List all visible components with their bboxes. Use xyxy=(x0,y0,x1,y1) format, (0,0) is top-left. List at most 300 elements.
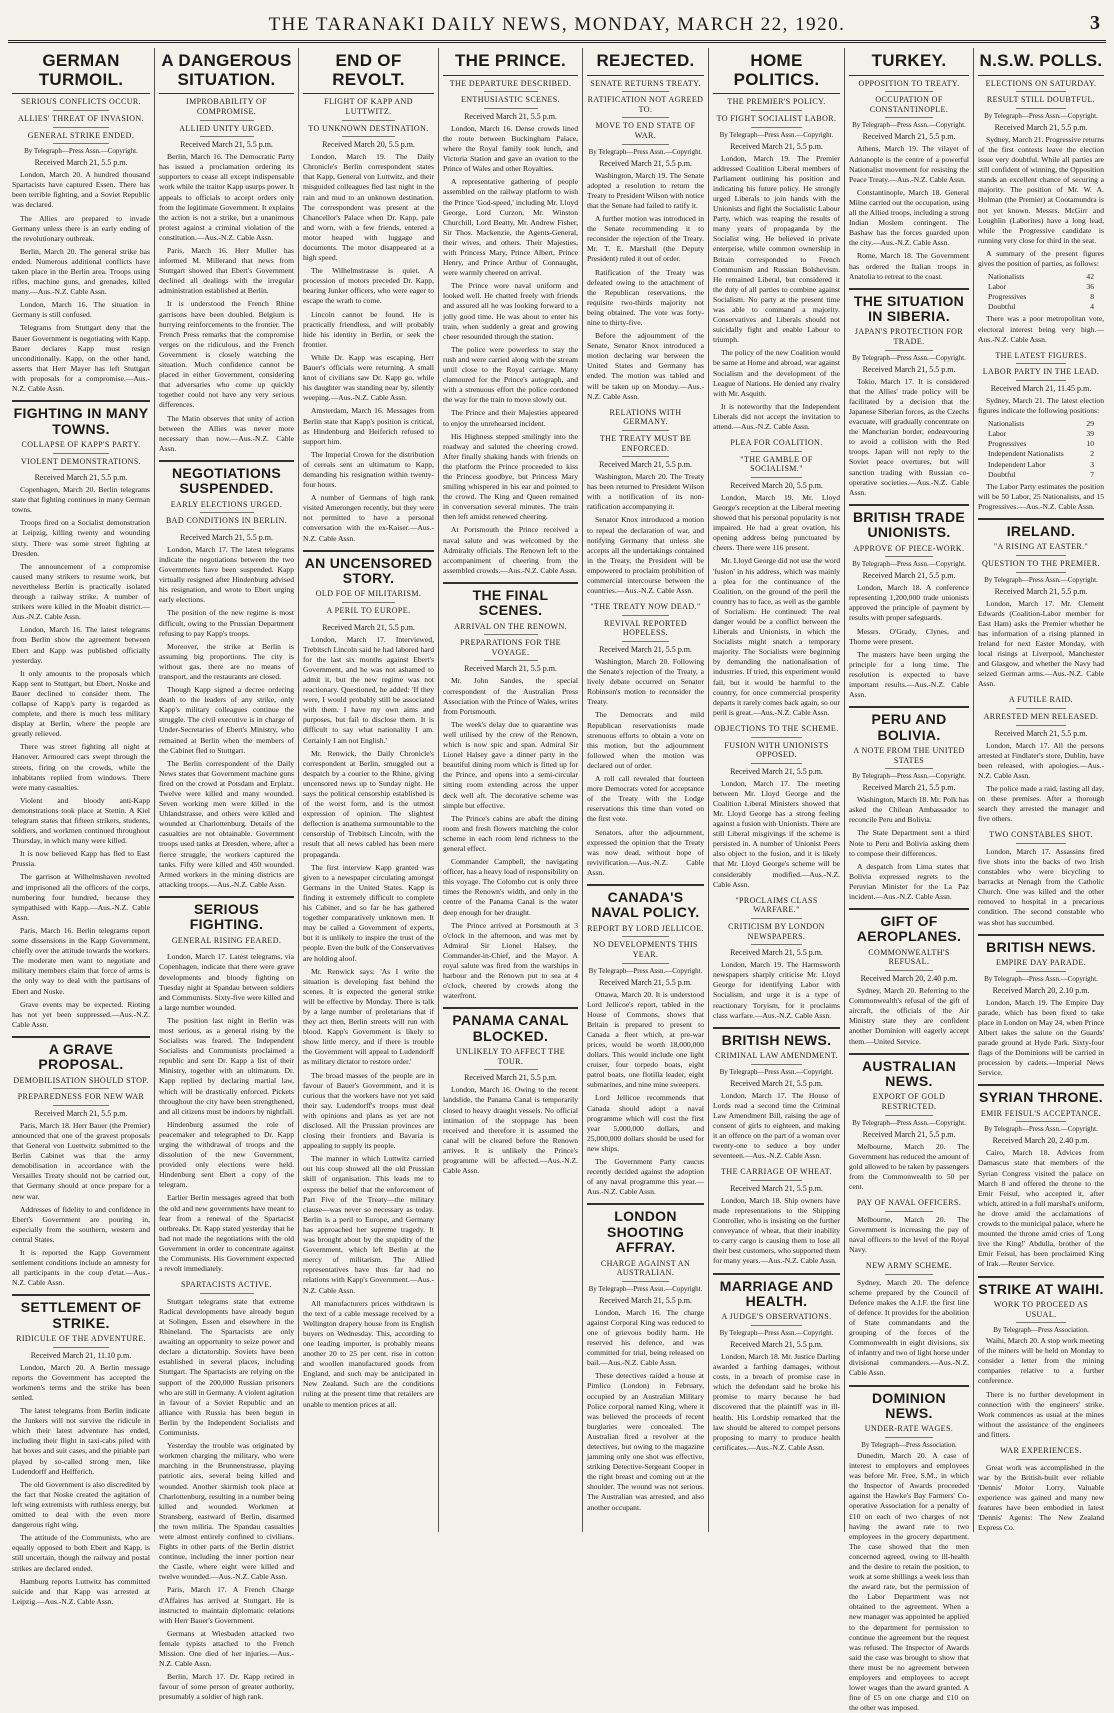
subheading-rule xyxy=(622,641,669,642)
subheading-rule xyxy=(1016,708,1066,709)
paragraph: Constantinople, March 18. General Milne carried out the occupation, using all the Allied troops, including a strong Indian Moslem contingent. The Bashaw has the forces guarded upon the city.—Aus.-N.Z. Cable Assn. xyxy=(849,187,969,248)
paragraph: Dunedin, March 20. A case of interest to employers and employees was before Mr. Free, S.M., in which the Inspector of Awards proceeded against the Hawke's Bay Farmers' Co-operative Association for a penalty of £10 on each of two charges of not having the award rate to two employees in the grocery department. The case showed that the men concerned agreed, owing to ill-health and the desire to retain the position, to work at some shillings a week less than the award rate, but the permission of the Labor Department was not obtained to the agreement. When a new manager was appointed he applied to the department for permission to continue the agreement but the request was refused. The Inspector of Awards said the case was brought to show that there must be no agreement between employers and employees to accept lower wages than the award granted. A fine of £5 on one charge and £10 on the other was imposed. xyxy=(849,1450,970,1713)
subheading-rule xyxy=(751,110,802,111)
results-table-row xyxy=(978,272,1104,282)
dateline: Received March 21, 5.5 p.m. xyxy=(862,132,956,142)
party-name: Nationalists xyxy=(988,419,1025,429)
subheading-rule xyxy=(885,1211,933,1212)
paragraph: London, March 17. Latest telegrams, via Copenhagen, indicate that there were grave developments and bloody fighting on Tuesday night at Spandau between soldiers and Communists. Sixty-five were killed and a large number wounded. xyxy=(159,952,294,1012)
article-separator xyxy=(849,288,969,290)
paragraph: The police made a raid, lasting all day, on these premises. After a thorough search they arrested the manager and five others. xyxy=(978,783,1104,824)
paragraph: The Prince and their Majesties appeared to enjoy the unrehearsed incident. xyxy=(443,408,578,428)
paragraph: London, March 19. Mr. Lloyd George's reception at the Liberal meeting showed that his personal popularity is not impaired. He had a great ovation, his opening address being punctuated by cheers. There were 116 present. xyxy=(713,492,840,553)
paragraph: Lord Jellicoe recommends that Canada should adopt a naval programme which will cost the first year 5,000,000 dollars, and 25,000,000 dollars should be used for new ships. xyxy=(587,1093,704,1153)
party-name: Labor xyxy=(988,429,1007,439)
subheading: NEW ARMY SCHEME. xyxy=(865,1261,953,1271)
subheading: ARRIVAL ON THE RENOWN. xyxy=(453,621,568,631)
dateline: Received March 21, 5.5 p.m. xyxy=(730,1183,823,1193)
subheading: TO UNKNOWN DESTINATION. xyxy=(308,123,429,133)
subheading-rule xyxy=(885,1115,933,1116)
article-separator xyxy=(587,884,704,886)
masthead-rule xyxy=(8,40,1106,43)
subheading: MOVE TO END STATE OF WAR. xyxy=(595,121,696,141)
subheading-rule xyxy=(622,91,669,92)
paragraph: It is reported the Kapp Government settlement conditions include an amnesty for all participants in the coup d'etat.—Aus.-N.Z. Cable Assn. xyxy=(12,1247,150,1288)
dateline: Received March 21, 5.5 p.m. xyxy=(862,364,956,374)
paragraph: All manufacturers prices withdrawn is the text of a cable message received by a Wellington drapery house from its English buyers on Wednesday. This, according to one leading importer, is probably means another 20 to 25 per cent. rise in cotton and woollen manufactured goods from England, and such may be anticipated in New Zealand. Such are the conditions ruling at the present time that retailers are unable to mention prices at all. xyxy=(303,1298,434,1409)
article xyxy=(713,896,840,1021)
article xyxy=(443,1007,578,1176)
paragraph: Though Kapp signed a decree ordering death to the leaders of any strike, only Kapp's military colleagues continue the struggle. The civil executive is in charge of Under-Secretaries of Ebert's Ministry, who remained at Berlin when the members of the Cabinet fled to Stuttgart. xyxy=(159,685,294,755)
subheading-rule xyxy=(885,1274,933,1275)
seat-count: 4 xyxy=(1090,302,1094,312)
headline: BRITISH TRADE UNIONISTS. xyxy=(852,508,965,541)
subheading-rule xyxy=(751,737,802,738)
subheading-rule xyxy=(200,512,254,513)
paragraph: A number of Germans of high rank visited Amerongen recently, but they were not permitted to have a personal conversation with the ex-Kaiser.—Aus.-N.Z. Cable Assn. xyxy=(303,493,434,543)
byline: By Telegraph—Press Assn.—Copyright. xyxy=(984,111,1098,120)
subheading-rule xyxy=(200,120,254,121)
subheading: RELATIONS WITH GERMANY. xyxy=(609,407,682,427)
dateline: Received March 20, 5.5 p.m. xyxy=(730,480,823,490)
seat-count: 8 xyxy=(1090,292,1094,302)
subheading: WAR EXPERIENCES. xyxy=(1000,1446,1082,1456)
byline: By Telegraph—Press Assn.—Copyright. xyxy=(984,1125,1098,1134)
article xyxy=(159,896,294,1274)
byline: By Telegraph—Press Assn.—Copyright. xyxy=(984,575,1098,584)
subheading: BAD CONDITIONS IN BERLIN. xyxy=(165,516,288,526)
column-5 xyxy=(583,48,709,1532)
subheading-rule xyxy=(1016,363,1066,364)
subheading: QUESTION TO THE PREMIER. xyxy=(981,558,1101,568)
dateline: Received March 21, 5.5 p.m. xyxy=(994,122,1088,132)
subheading-rule xyxy=(751,1325,802,1326)
paragraph: A despatch from Lima states that Bolivia expressed regrets to the Peruvian Minister for the La Paz incident.—Aus.-N.Z. Cable Assn. xyxy=(849,861,969,901)
article xyxy=(849,1198,969,1255)
subheading: TO FIGHT SOCIALIST LABOR. xyxy=(716,113,837,123)
paragraph: The Prince wore naval uniform and looked well. He chatted freely with friends and assured all he was looking forward to a jolly good time. He was about to enter his train, when suddenly a great and growing cheer resounded through the station. xyxy=(443,281,578,341)
paragraph: London, March 17. The meeting between Mr. Lloyd George and the Coalition Liberal Ministers showed that Mr. Lloyd George has a strong feeling against a fusion with Unionists. There are still Liberal misgivings if the scheme is persisted in. A number of Unionist Peers also object to the fusion, and it is likely that Mr. Lloyd George's scheme will be considerably modified.—Aus.-N.Z. Cable Assn. xyxy=(713,778,840,889)
paragraph: Hamburg reports Luttwitz has committed suicide and that Kapp was arrested at Leipzig.—Aus.-N.Z. Cable Assn. xyxy=(12,1576,150,1606)
article xyxy=(849,504,969,700)
subheading: RATIFICATION NOT AGREED TO. xyxy=(587,95,704,114)
subheading: "THE GAMBLE OF SOCIALISM." xyxy=(740,454,813,474)
headline: SERIOUS FIGHTING. xyxy=(189,900,264,933)
paragraph: Great work was accomplished in the war by the British-built ever reliable 'Dennis' Motor Lorry. Valuable experience was gained and many new features have been embodied in latest 'Dennis' Agents: The New Zealand Express Co. xyxy=(978,1462,1104,1533)
seat-count: 42 xyxy=(1086,272,1094,282)
dateline: Received March 21, 11.10 p.m. xyxy=(30,1350,132,1360)
paragraph: Berlin, March 20. The general strike has ended. Numerous additional conflicts have taken place in the Berlin area. Troops using rifles, machine guns, and grenades, killed many.—Aus.-N.Z. Cable Assn. xyxy=(12,246,150,297)
subheading-rule xyxy=(342,136,394,137)
paragraph: The first interview Kapp granted was given to a newspaper circulating amongst Germans in the United States. Kapp is finding it extremely difficult to complete his Cabinet, and so far he has gathered together comparatively unknown men. It may be called a Government of experts, but it is unlikely to inspire the trust of the people. Even the bulk of the Conservatives are holding aloof. xyxy=(303,862,434,963)
subheading-rule xyxy=(1016,843,1066,844)
paragraph: London, March 18. Mr. Justice Darling awarded a farthing damages, without costs, in a breach of promise case in which the defendant said he broke his promise to marry because he had discovered that the plaintiff was in ill-health. His Lordship remarked that the law should be altered to compel persons proposing to marry to produce health certificates.—Aus.-N.Z. Cable Assn. xyxy=(713,1351,840,1452)
subheading-rule xyxy=(484,108,538,109)
subheading: EMIR FEISUL'S ACCEPTANCE. xyxy=(980,1108,1102,1118)
subheading-rule xyxy=(885,970,933,971)
paragraph: Mr. Renwick, the Daily Chronicle's correspondent at Berlin, smuggled out a despatch by a courier to the Rhine, giving uncensored news up to Sunday night. He says the political censorship established is of the worst form, and is the utmost expression of opinion. The slightest deflection is anathema surmountable to the censorship of Trebitsch Lincoln, with the result that all news cabled has been mere propaganda. xyxy=(303,748,434,859)
paragraph: There is no further development in connection with the engineers' strike. Work commences as usual at the mines without the assistance of the engineers and fitters. xyxy=(978,1389,1104,1439)
article xyxy=(849,1385,969,1713)
paragraph: The position of the new regime is most difficult, owing to the Prussian Department refusing to pay Kapp's troops. xyxy=(159,608,294,638)
paragraph: While Dr. Kapp was escaping, Herr Bauer's officials were returning. A small knot of civilians saw Dr. Kapp go, while his daughter was standing near by, silently weeping.—Aus.-N.Z. Cable Assn. xyxy=(303,352,434,403)
article xyxy=(978,934,1104,1079)
paragraph: London, March 18. A conference representing 1,200,000 trade unionists approved the principle of payment by results with proper safeguards. xyxy=(849,583,969,623)
paragraph: The policy of the new Coalition would be same at Home and abroad, war against Socialism and the development of the League of Nations. He denied any rivalry with Mr. Asquith. xyxy=(713,348,840,398)
subheading-rule xyxy=(1016,91,1066,92)
headline: SYRIAN THRONE. xyxy=(979,1089,1103,1106)
subheading: COMMONWEALTH'S REFUSAL. xyxy=(868,947,950,967)
subheading-rule xyxy=(751,477,802,478)
newspaper-title: THE TARANAKI DAILY NEWS, MONDAY, MARCH 22, 1920. xyxy=(268,14,846,35)
results-table-row xyxy=(978,460,1104,470)
headline: AN UNCENSORED STORY. xyxy=(304,554,433,587)
results-table-row xyxy=(978,449,1104,459)
article xyxy=(159,52,294,454)
results-table-row xyxy=(978,439,1104,449)
article xyxy=(713,724,840,890)
headline: END OF REVOLT. xyxy=(303,52,434,94)
paragraph: There was a poor metropolitan vote, electoral interest being very high.—Aus.-N.Z. Cable Assn. xyxy=(978,314,1104,344)
subheading-rule xyxy=(1016,1459,1066,1460)
subheading: A PERIL TO EUROPE. xyxy=(326,606,411,615)
newspaper-columns xyxy=(8,48,1108,1713)
dateline: Received March 20, 2.40 p.m. xyxy=(992,1136,1090,1146)
headline: A GRAVE PROPOSAL. xyxy=(38,1040,124,1073)
article-separator xyxy=(303,550,434,552)
article xyxy=(849,288,969,498)
subheading: ARRESTED MEN RELEASED. xyxy=(983,711,1099,721)
column-7 xyxy=(845,48,974,1713)
subheading: GENERAL RISING FEARED. xyxy=(171,935,282,945)
paragraph: It is noteworthy that the Independent Liberals did not accept the invitation to attend.—Aus.-N.Z. Cable Assn. xyxy=(713,401,840,431)
paragraph: Paris, March 16. Herr Muller has informed M. Millerand that news from Stuttgart showed that Ebert's Government declined all dealings with the irregular administration established at Berlin. xyxy=(159,246,294,296)
paragraph: The garrison at Wilhelmshaven revolted and imprisoned all the officers of the corps, numbering four hundred, because they sympathised with Kapp.—Aus.-N.Z. Cable Assn. xyxy=(12,872,150,922)
paragraph: London, March 20. A hundred thousand Spartacists have captured Essen. There has been terrible fighting, and a Soviet Republic was declared. xyxy=(12,170,150,210)
paragraph: Melbourne, March 20. The Government is increasing the pay of naval officers to the level of the Royal Navy. xyxy=(849,1214,969,1254)
subheading-rule xyxy=(342,120,394,121)
subheading-rule xyxy=(751,127,802,128)
paragraph: Ottawa, March 20. It is understood Lord Jellicoe's report, tabled in the House of Commons, shows that Britain is prepared to present to Canada a fleet which, at pre-war prices, would be worth 18,000,000 dollars. This would include one light cruiser, four torpedo boats, eight patrol boats, one flotilla leader, eight submarines, and nine mine sweepers. xyxy=(587,989,704,1090)
subheading: VIOLENT DEMONSTRATIONS. xyxy=(20,456,142,466)
subheading-rule xyxy=(751,918,802,919)
article xyxy=(849,52,969,282)
headline: PERU AND BOLIVIA. xyxy=(871,711,947,743)
subheading: THE TREATY MUST BE ENFORCED. xyxy=(599,433,692,453)
paragraph: Copenhagen, March 20. Berlin telegrams state that fighting continues in many German towns. xyxy=(12,485,150,515)
byline: By Telegraph—Press Assn.—Copyright. xyxy=(719,130,834,139)
dateline: Received March 21, 5.5 p.m. xyxy=(730,1078,823,1088)
article xyxy=(978,1084,1104,1269)
paragraph: The State Department sent a third Note to Peru and Bolivia asking them to compose their differences. xyxy=(849,828,969,858)
dateline: Received March 21, 5.5 p.m. xyxy=(322,622,415,632)
headline: PANAMA CANAL BLOCKED. xyxy=(452,1012,569,1044)
page-number: 3 xyxy=(1090,12,1100,34)
article-separator xyxy=(443,1007,578,1009)
subheading-rule xyxy=(53,453,108,454)
subheading: OLD FOE OF MILITARISM. xyxy=(315,589,422,599)
subheading: EARLY ELECTIONS URGED. xyxy=(170,499,283,509)
subheading: REVIVAL REPORTED HOPELESS. xyxy=(603,618,688,638)
subheading-rule xyxy=(484,91,538,92)
article-separator xyxy=(12,400,150,402)
article-separator xyxy=(443,582,578,584)
paragraph: Rome, March 18. The Government has ordered the Italian troops in Anatolia to retreat to the coast. xyxy=(849,251,969,281)
paragraph: The Government Party caucus recently decided against the adoption of any naval programme this year.—Aus.-N.Z. Cable Assn. xyxy=(587,1157,704,1197)
article xyxy=(159,1280,294,1702)
subheading: "PROCLAIMS CLASS WARFARE." xyxy=(735,895,818,915)
headline: THE FINAL SCENES. xyxy=(472,586,549,619)
subheading-rule xyxy=(1016,1322,1066,1323)
paragraph: Lincoln cannot be found. He is practically friendless, and will probably hide his identity in Berlin, or seek the frontier. xyxy=(303,309,434,349)
paragraph: The masters have been urging the principle for a long time. The resolution is expected to have important results.—Aus.-N.Z. Cable Assn. xyxy=(849,649,969,700)
article-separator xyxy=(159,896,294,898)
paragraph: London, March 19. The Daily Chronicle's Berlin correspondent states that Kapp, General von Luttwitz, and their misguided colleagues fled last night in the rain and mud to an unknown destination. The correspondent was present at the Chancellor's Palace when Dr. Kapp, pale and worn, with a few friends, entered a motor heaped with luggage and documents. The motor disappeared at a high speed. xyxy=(303,152,434,263)
byline: By Telegraph—Press Assn.—Copyright. xyxy=(852,1118,966,1127)
article xyxy=(713,1027,840,1162)
article xyxy=(159,460,294,890)
paragraph: The announcement of a compromise caused many strikers to resume work, but nevertheless Berlin is practically isolated through a railway strike. A number of strikers were killed in the Moabit district.—Aus.-N.Z. Cable Assn. xyxy=(12,561,150,622)
article-separator xyxy=(159,460,294,462)
paragraph: Berlin, March 16. The Democratic Party has issued a proclamation ordering its supporters to cease all except indispensable work while the traitor Kapp usurps power. It appeals to officials to accept orders only from the legitimate Government. It explains the action is not a strike, but a unanimous protest against a criminal violation of the constitution.—Aus.-N.Z. Cable Assn. xyxy=(159,152,294,242)
subheading-rule xyxy=(53,127,108,128)
article-separator xyxy=(587,1203,704,1205)
paragraph: Washington, March 20. The Treaty has been returned to President Wilson with a notification of its non-ratification accompanying it. xyxy=(587,472,704,512)
headline: TURKEY. xyxy=(849,52,969,76)
paragraph: London, March 17. The latest telegrams indicate the negotiations between the two Governments have been suspended. Kapp virtually resigned after Hindenburg advised his resignation, and wrote to Ebert urging early elections. xyxy=(159,544,294,605)
headline: IRELAND. xyxy=(1006,522,1076,539)
dateline: Received March 21, 11.45 p.m. xyxy=(990,383,1092,393)
subheading: OPPOSITION TO TREATY. xyxy=(858,78,960,88)
article xyxy=(587,884,704,1197)
paragraph: The Labor Party estimates the position will be 50 Labor, 25 Nationalists, and 15 Progressives.—Aus.-N.Z. Cable Assn. xyxy=(978,481,1104,511)
column-2 xyxy=(155,48,299,1702)
paragraph: Washington, March 20. Following the Senate's rejection of the Treaty, a lively debate occurred on Senator Robinson's motion to reconsider the Treaty. xyxy=(587,657,704,707)
byline: By Telegraph—Press Assn.—Copyright. xyxy=(588,1284,703,1293)
subheading-rule xyxy=(1016,380,1066,381)
paragraph: Athens, March 19. The vilayet of Adrianople is the centre of a powerful Nationalist movement for resisting the Peace Treaty.—Aus.-N.Z. Cable Assn. xyxy=(849,144,969,184)
results-table-row xyxy=(978,470,1104,480)
subheading: A JUDGE'S OBSERVATIONS. xyxy=(721,1312,832,1322)
paragraph: The Imperial Crown for the distribution of cereals sent an ultimatum to Kapp, demanding his resignation within twenty-four hours. xyxy=(303,449,434,490)
byline: By Telegraph—Press Assn.—Copyright. xyxy=(984,974,1098,983)
article xyxy=(849,1261,969,1379)
results-table-row xyxy=(978,302,1104,312)
dateline: Received March 21, 5.5 p.m. xyxy=(599,977,692,987)
paragraph: Before the adjournment of the Senate, Senator Knox introduced a motion declaring war between the United States and Germany has ended. The motion was tabled and will be taken up on Monday.—Aus.-N.Z. Cable Assn. xyxy=(587,331,704,401)
subheading-rule xyxy=(200,136,254,137)
dateline: Received March 21, 5.5 p.m. xyxy=(464,664,557,674)
article xyxy=(587,408,704,597)
subheading-rule xyxy=(885,350,933,351)
paragraph: A further motion was introduced in the Senate recommending it to reconsider the rejection of the Treaty. Mr. T. E. Marshall (the Deputy President) ruled it out of order. xyxy=(587,214,704,264)
subheading-rule xyxy=(484,1069,538,1070)
article xyxy=(978,1276,1104,1441)
column-4 xyxy=(439,48,583,1532)
paragraph: At Portsmouth the Prince received a naval salute and was welcomed by the Admiralty officials. The Renown left to the accompaniment of cheering from the assembled crowds.—Aus.-N.Z. Cable Assn. xyxy=(443,525,578,575)
paragraph: London, March 19. The Harmsworth newspapers sharply criticise Mr. Lloyd George for identifying Labor with Socialism, and urge it is a type of reactionary Toryism, for it proclaims class warfare.—Aus.-N.Z. Cable Assn. xyxy=(713,960,840,1020)
article xyxy=(12,1036,150,1288)
paragraph: London, March 20. A Berlin message reports the Government has accepted the workmen's terms and the strike has been settled. xyxy=(12,1362,150,1402)
article xyxy=(587,1203,704,1512)
paragraph: The Prince's cabins are abaft the dining room and fresh flowers matching the color scheme in each room lend richness to the general effect. xyxy=(443,813,578,853)
paragraph: The Prince arrived at Portsmouth at 3 o'clock in the afternoon, and was met by Admiral Sir Lionel Halsey, the Commander-in-Chief, and the Mayor. A royal salute was fired from the warships in harbour and the Renown put to sea at 4 o'clock, cheered by crowds along the waterfront. xyxy=(443,920,578,1001)
subheading: CRIMINAL LAW AMENDMENT. xyxy=(715,1051,838,1061)
subheading: DEMOBILISATION SHOULD STOP. xyxy=(13,1075,149,1085)
paragraph: Cairo, March 18. Advices from Damascus state that members of the Syrian Congress visited the palace on March 8 and offered the throne to the Emir Feisul, who accepted it, after which, attired in a full marshal's uniform, he drove amid the acclamations of crowds to the municipal palace, where he mounted the throne amid cries of 'Long live the King!' Abdulla, brother of the Emir Feisul, has been proclaimed King of Irak.—Reuter Service. xyxy=(978,1148,1104,1269)
dateline: Received March 20, 2.10 p.m. xyxy=(992,985,1090,995)
subheading-rule xyxy=(1016,555,1066,556)
paragraph: A roll call revealed that fourteen more Democrats voted for acceptance of the Treaty with the Lodge reservations this time than voted on the first vote. xyxy=(587,774,704,824)
article-separator xyxy=(849,504,969,506)
paragraph: Senator Knox introduced a motion to repeal the declaration of war, and notifying Germany that unless she accepts all the undertakings contained in the Treaty, the President will be empowered to proclaim prohibition of commercial intercourse between the countries.—Aus.-N.Z. Cable Assn. xyxy=(587,515,704,596)
dateline: Received March 21, 5.5 p.m. xyxy=(599,460,692,470)
seat-count: 39 xyxy=(1086,429,1094,439)
subheading: UNLIKELY TO AFFECT THE TOUR. xyxy=(455,1047,566,1066)
headline: REJECTED. xyxy=(587,52,704,76)
byline: By Telegraph—Press Assn.—Copyright. xyxy=(588,147,703,156)
paragraph: Sydney, March 21. The latest election figures indicate the following positions: xyxy=(978,395,1104,416)
subheading-rule xyxy=(622,456,669,457)
subheading: THE PREMIER'S POLICY. xyxy=(727,97,826,107)
subheading-rule xyxy=(200,529,254,530)
paragraph: The week's delay due to quarantine was well utilised by the crew of the Renown, which is now spic and span. Admiral Sir Lionel Halsey gave a dinner party in the beautiful dining room which is fitted up for the Prince, and opens into a semi-circular sitting room extending across the upper deck well aft. The decorative scheme was simple but effective. xyxy=(443,719,578,810)
article-separator xyxy=(849,1053,969,1055)
subheading-rule xyxy=(622,963,669,964)
dateline: Received March 21, 5.5 p.m. xyxy=(862,571,956,581)
dateline: Received March 21, 5.5 p.m. xyxy=(862,1129,956,1139)
headline: GIFT OF AEROPLANES. xyxy=(856,913,962,945)
subheading: NO DEVELOPMENTS THIS YEAR. xyxy=(593,940,698,959)
dateline: Received March 21, 5.5 p.m. xyxy=(994,586,1088,596)
paragraph: A representative gathering of people assembled on the railway platform to wish the Prince 'God-speed,' including Mr. Lloyd George, Lord Curzon, Mr. Winston Churchill, Lord Beatty, Mr. Andrew Fisher, Sir Thos. Mackenzie, the Agents-General, their wives, and others. Their Majesties, with Princess Mary, Prince Albert, Prince Henry, and Prince Arthur of Connaught, were warmly cheered on arrival. xyxy=(443,177,578,278)
headline: N.S.W. POLLS. xyxy=(978,52,1104,76)
paragraph: London, March 16. The situation in Germany is still confused. xyxy=(12,300,150,320)
paragraph: Waihi, March 20. A stop work meeting of the miners will be held on Monday to consider a letter from the mining companies relative to a further conference. xyxy=(978,1336,1104,1386)
article-separator xyxy=(978,518,1104,520)
subheading: SPARTACISTS ACTIVE. xyxy=(180,1280,273,1290)
paragraph: It only amounts to the proposals which Kapp sent to Stuttgart, but Ebert, Noske and Bauer declined to consider them. The collapse of Kapp's party is regarded as complete, and there is much less military display at Berlin, where the people are greatly relieved. xyxy=(12,668,150,739)
subheading: APPROVE OF PIECE-WORK. xyxy=(853,543,965,553)
subheading: EXPORT OF GOLD RESTRICTED. xyxy=(872,1092,946,1111)
subheading: PREPAREDNESS FOR NEW WAR xyxy=(17,1092,145,1102)
article-separator xyxy=(978,1276,1104,1278)
seat-count: 36 xyxy=(1086,282,1094,292)
dateline: Received March 21, 5.5 p.m. xyxy=(599,1295,692,1305)
subheading-rule xyxy=(622,936,669,937)
subheading-rule xyxy=(885,1437,933,1438)
paragraph: London, March 17. Mr. Clement Edwards (Coalition-Labor member for East Ham) asks the Premier whether he has information of a rising planned in Ireland for next Easter Monday, with local risings at Liverpool, Manchester and Glasgow, and whether the Navy had seized German arms.—Aus.-N.Z. Cable Assn. xyxy=(978,598,1104,689)
paragraph: Hindenburg assumed the role of peacemaker and telegraphed to Dr. Kapp urging the withdrawal of troops and the dissolution of the new Government, provided only elections were held. Hindenburg sent Ebert a copy of the telegram. xyxy=(159,1119,294,1190)
party-name: Progressives xyxy=(988,292,1027,302)
subheading: A FUTILE RAID. xyxy=(1008,695,1074,705)
subheading: THE DEPARTURE DESCRIBED. xyxy=(449,78,572,88)
paragraph: Berlin, March 17. Dr. Kapp retired in favour of some person of greater authority, presumably a soldier of high rank. xyxy=(159,1672,294,1702)
article xyxy=(713,1167,840,1266)
party-name: Progressives xyxy=(988,439,1027,449)
results-table-row xyxy=(978,419,1104,429)
subheading-rule xyxy=(751,1064,802,1065)
dateline: Received March 21, 5.5 p.m. xyxy=(180,532,273,542)
headline: NEGOTIATIONS SUSPENDED. xyxy=(171,464,282,497)
subheading: ALLIES' THREAT OF INVASION. xyxy=(17,113,145,123)
paragraph: Paris, March 18. Herr Bauer (the Premier) announced that one of the gravest proposals that General von Luettwitz submitted to the Berlin Cabinet was that the army demobilisation in accordance with the Versailles Treaty should not be carried out, that Germany should at once prepare for a new war. xyxy=(12,1120,150,1201)
article xyxy=(303,52,434,544)
article xyxy=(978,830,1104,927)
article xyxy=(12,1294,150,1607)
seat-count: 29 xyxy=(1086,419,1094,429)
headline: BRITISH NEWS. xyxy=(986,938,1096,955)
dateline: Received March 21, 5.5 p.m. xyxy=(180,140,273,150)
paragraph: Grave events may be expected. Rioting has not yet been suppressed.—Aus.-N.Z. Cable Assn. xyxy=(12,999,150,1029)
subheading: RESULT STILL DOUBTFUL. xyxy=(986,95,1096,105)
seat-count: 3 xyxy=(1090,459,1094,469)
seat-count: 2 xyxy=(1090,449,1094,459)
party-name: Independent Nationalists xyxy=(988,449,1064,459)
dateline: Received March 21, 5.5 p.m. xyxy=(599,645,692,654)
dateline: Received March 21, 5.5 p.m. xyxy=(34,1108,128,1118)
article-separator xyxy=(978,934,1104,936)
dateline: Received March 21, 5.5 p.m. xyxy=(34,158,128,168)
paragraph: Mr. John Sandes, the special correspondent of the Australian Press Association with the Prince of Wales, writes from Portsmouth. xyxy=(443,676,578,716)
paragraph: London, March 17. Interviewed, Trebitsch Lincoln said he had labored hard for the last six months against Ebert's Government, and he was not ashamed to admit it, but the new regime was not reactionary. Questioned, he added: 'If they were, I would probably still be associated with them. I have my own aims and purposes, but fail to disclose them. It is difficult to say what nationality I am. Certainly I am not English.' xyxy=(303,634,434,745)
paragraph: The manner in which Luttwitz carried out his coup showed all the old Prussian skill of organisation. This leads me to express the belief that the enforcement of Part Five of the Treaty—the military clause—was never so necessary as today. Berlin is a peril to Europe, and Germany has approached her supreme tragedy. It was brought about by the stupidity of the Government, which left Berlin at the mercy of militarism. The Allied representatives have thus far had no relations with Kapp's Government.—Aus.-N.Z. Cable Assn. xyxy=(303,1154,434,1295)
paragraph: Tokio, March 17. It is considered that the Allies' trade policy will be facilitated by a decision that the Japanese Siberian forces, as the Czechs evacuate, will gradually concentrate on the Manchurian border, endeavouring to avoid a collision with the Red troops. Japan will not reply to the Soviet peace overtures, but will sanction trading with Russian co-operative societies.—Aus.-N.Z. Cable Assn. xyxy=(849,376,969,497)
article-separator xyxy=(713,1027,840,1029)
article xyxy=(713,1273,840,1453)
headline: CANADA'S NAVAL POLICY. xyxy=(591,888,700,921)
subheading: CRITICISM BY LONDON NEWSPAPERS. xyxy=(728,921,825,941)
paragraph: Sydney, March 21. Progressive returns of the first contests leave the election issue very doubtful. While all parties are still confident of winning, the Opposition stands an excellent chance of securing a majority. The position of Mr. W. A. Holman (the Premier) at Cootamundra is not yet known. Messrs. McGirr and Loughlin (Laborites) have a long lead, while the Progressive candidate is running very close for third in the seat. xyxy=(978,134,1104,245)
subheading-rule xyxy=(751,1180,802,1181)
byline: By Telegraph—Press Association. xyxy=(861,1440,957,1449)
results-table-row xyxy=(978,429,1104,439)
paragraph: There was street fighting all night at Hanover. Armoured cars swept through the streets, firing on the crowds, while the inhabitants replied from windows. There were many casualties. xyxy=(12,742,150,792)
paragraph: It is now believed Kapp has fled to East Prussia. xyxy=(12,849,150,869)
paragraph: His Highness stepped smilingly into the roadway and saluted the cheering crowd. After finally shaking hands with friends on the platform the Prince proceeded to kiss the Princess goodbye, but Princess Mary smiling whispered in his ear and pointed to the crowd. The King and Queen remained in conversation several minutes. The train then left amidst renewed cheering. xyxy=(443,431,578,522)
dateline: Received March 21, 5.5 p.m. xyxy=(730,766,823,776)
article xyxy=(978,351,1104,512)
headline: STRIKE AT WAIHI. xyxy=(978,1280,1104,1297)
dateline: Received March 21, 5.5 p.m. xyxy=(34,473,128,483)
subheading-rule xyxy=(53,110,108,111)
article xyxy=(303,550,434,1410)
party-name: Doubtful xyxy=(988,469,1016,479)
article xyxy=(587,602,704,878)
party-name: Doubtful xyxy=(988,302,1016,312)
seat-count: 7 xyxy=(1090,469,1094,479)
subheading-rule xyxy=(53,1347,108,1348)
dateline: Received March 21, 5.5 p.m. xyxy=(862,783,956,793)
subheading: UNDER-RATE WAGES. xyxy=(864,1424,954,1434)
paragraph: Messrs. O'Grady, Clynes, and Thorne were present. xyxy=(849,626,969,646)
paragraph: London, March 17. The House of Lords read a second time the Criminal Law Amendment Bill, raising the age of consent of girls to eighteen, and making it an offence on the part of a woman over twenty-one to seduce a boy under seventeen.—Aus.-N.Z. Cable Assn. xyxy=(713,1090,840,1161)
paragraph: London, March 16. Owing to the recent landslide, the Panama Canal is temporarily closed to heavy draught vessels. No official intimation of the stoppage has been received and therefore it is assumed the canal will be cleared before the Renown arrives. It is unlikely the Prince's programme will be affected.—Aus.-N.Z. Cable Assn. xyxy=(443,1085,578,1176)
subheading: JAPAN'S PROTECTION FOR TRADE. xyxy=(854,327,964,347)
subheading-rule xyxy=(200,948,254,949)
subheading-rule xyxy=(622,144,669,145)
paragraph: Earlier Berlin messages agreed that both the old and new governments have meant to fear from a renewal of the Spartacist outbreaks. Dr. Kapp stated yesterday that he had not made the negotiations with the old Government in order to concentrate against the Communists. His Government expected a revolt immediately. xyxy=(159,1193,294,1274)
subheading: CHARGE AGAINST AN AUSTRALIAN. xyxy=(600,1258,691,1278)
subheading: FUSION WITH UNIONISTS OPPOSED. xyxy=(724,740,829,760)
byline: By Telegraph—Press Association. xyxy=(993,1326,1089,1335)
paragraph: Violent and bloody anti-Kapp demonstrations took place at Stettin. A Kiel telegram states that fifteen strikers, students, soldiers, and workmen continued throughout Thursday, in which many were killed. xyxy=(12,795,150,846)
article xyxy=(443,52,578,576)
byline: By Telegraph—Press Assn.—Copyright. xyxy=(719,1067,834,1076)
subheading: ELECTIONS ON SATURDAY. xyxy=(985,78,1097,88)
subheading-rule xyxy=(1016,1121,1066,1122)
subheading: EMPIRE DAY PARADE. xyxy=(995,958,1087,968)
